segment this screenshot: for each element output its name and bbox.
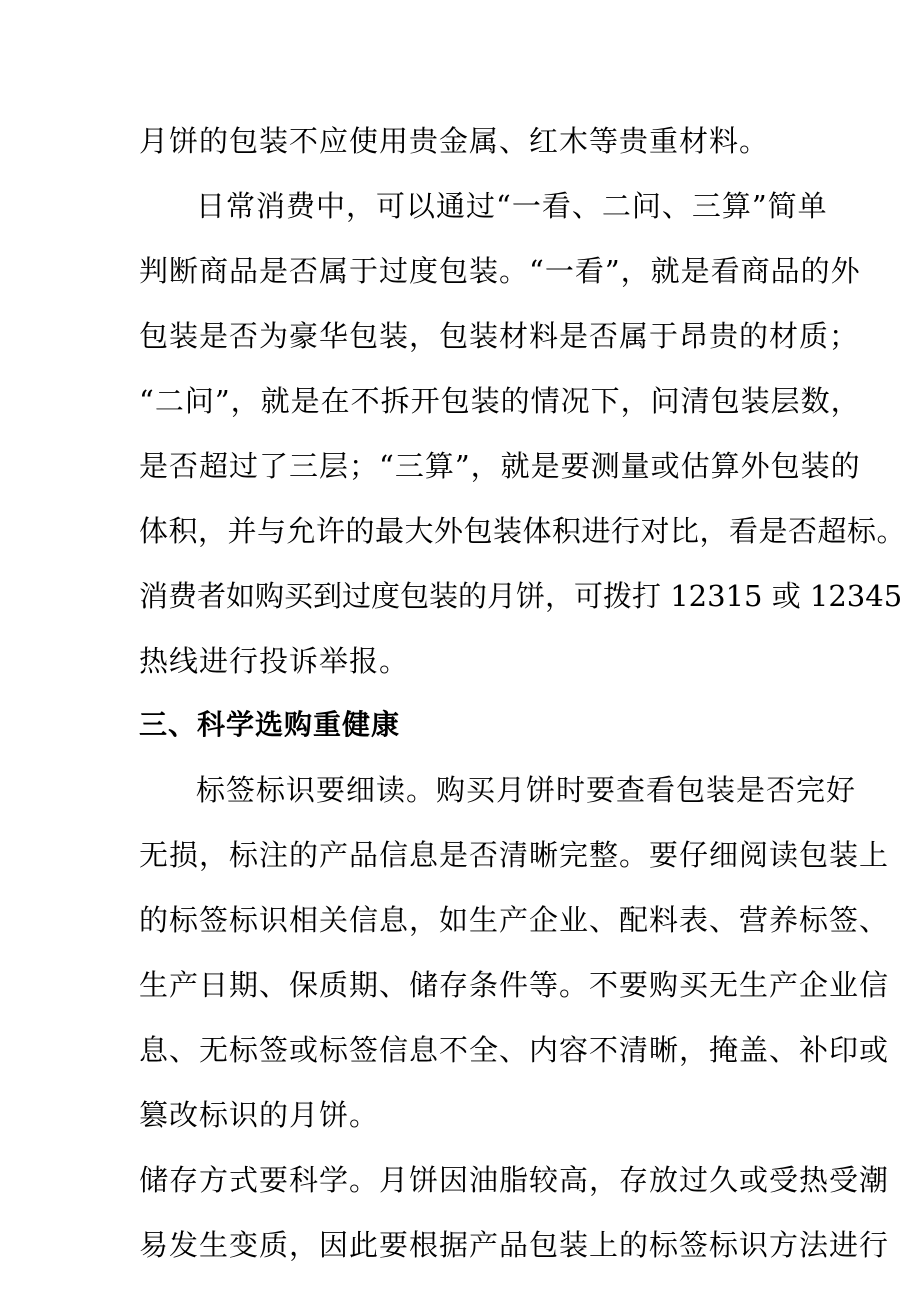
section-heading: 三、科学选购重健康 — [139, 708, 401, 741]
paragraph-line: 篡改标识的月饼。 — [139, 1098, 380, 1132]
paragraph-line: 月饼的包装不应使用贵金属、红木等贵重材料。 — [139, 124, 770, 158]
paragraph-line: 无损，标注的产品信息是否清晰完整。要仔细阅读包装上 — [139, 838, 890, 872]
paragraph-line: 日常消费中，可以通过“一看、二问、三算”简单 — [196, 189, 828, 223]
paragraph-line: 息、无标签或标签信息不全、内容不清晰，掩盖、补印或 — [139, 1033, 890, 1067]
paragraph-line: 体积，并与允许的最大外包装体积进行对比，看是否超标。 — [139, 514, 907, 548]
paragraph-line: “二问”，就是在不拆开包装的情况下，问清包装层数， — [139, 384, 861, 418]
paragraph-line: 包装是否为豪华包装，包装材料是否属于昂贵的材质； — [139, 319, 860, 353]
paragraph-line: 储存方式要科学。月饼因油脂较高，存放过久或受热受潮 — [139, 1163, 890, 1197]
paragraph-line: 消费者如购买到过度包装的月饼，可拨打 12315 或 12345 — [139, 579, 903, 613]
paragraph-line: 的标签标识相关信息，如生产企业、配料表、营养标签、 — [139, 903, 890, 937]
paragraph-line: 判断商品是否属于过度包装。“一看”，就是看商品的外 — [139, 254, 861, 288]
paragraph-line: 易发生变质，因此要根据产品包装上的标签标识方法进行 — [139, 1228, 890, 1262]
paragraph-line: 标签标识要细读。购买月饼时要查看包装是否完好 — [196, 773, 857, 807]
paragraph-line: 生产日期、保质期、储存条件等。不要购买无生产企业信 — [139, 968, 890, 1002]
paragraph-line: 热线进行投诉举报。 — [139, 644, 410, 678]
paragraph-line: 是否超过了三层；“三算”，就是要测量或估算外包装的 — [139, 449, 861, 483]
